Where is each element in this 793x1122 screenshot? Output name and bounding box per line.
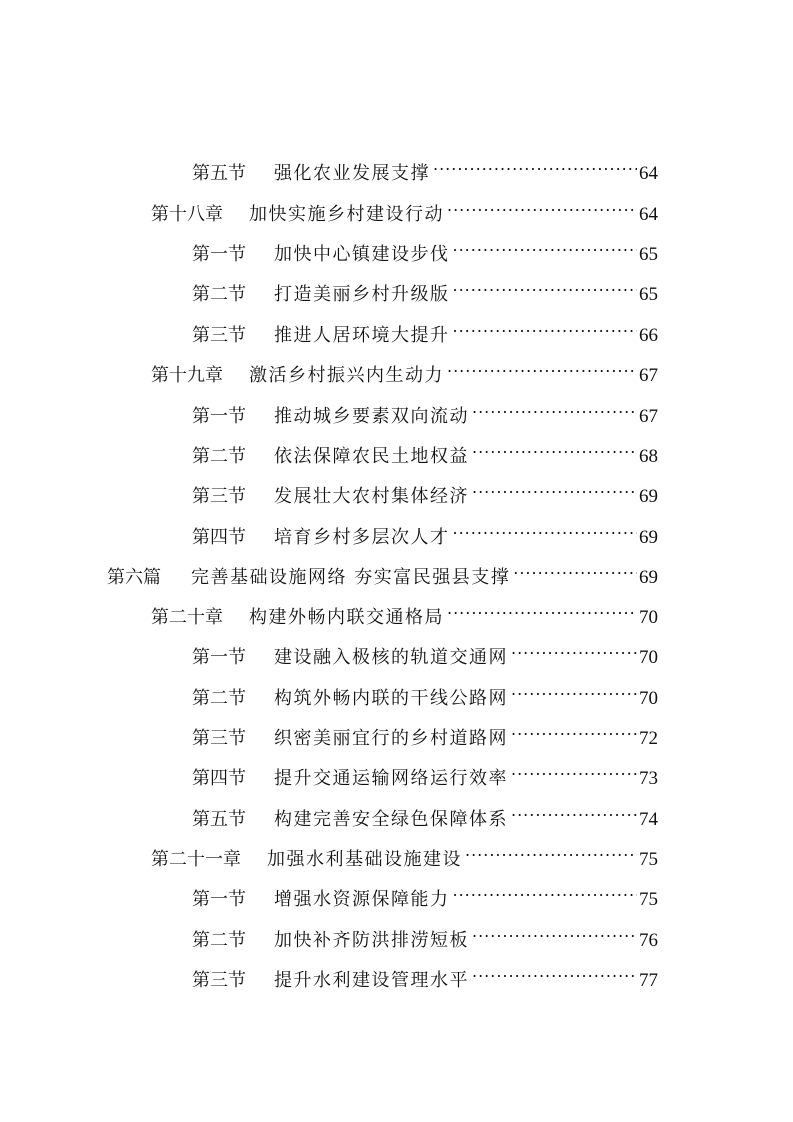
toc-entry-page-number: 65 — [639, 284, 658, 305]
toc-entry-section[interactable] — [192, 513, 658, 548]
toc-entry-page-number: 74 — [639, 809, 658, 830]
toc-entry-section[interactable] — [192, 472, 658, 507]
toc-entry-title: 加快补齐防洪排涝短板 — [274, 930, 469, 951]
toc-entry-page-number: 65 — [639, 244, 658, 265]
dot-leader — [511, 714, 637, 744]
toc-entry-title: 构筑外畅内联的干线公路网 — [274, 688, 508, 709]
dot-leader — [453, 875, 638, 905]
toc-entry-page-number: 69 — [639, 486, 658, 507]
dot-leader — [453, 230, 638, 260]
toc-entry-label: 第二节 — [192, 446, 246, 467]
toc-entry-page-number: 67 — [639, 406, 658, 427]
toc-entry-section[interactable] — [192, 795, 658, 830]
toc-entry-label: 第六篇 — [107, 567, 161, 588]
toc-entry-title: 加快实施乡村建设行动 — [249, 204, 444, 225]
toc-entry-section[interactable] — [192, 754, 658, 789]
toc-entry-page-number: 70 — [639, 607, 658, 628]
toc-entry-label: 第二节 — [192, 688, 246, 709]
dot-leader — [511, 754, 637, 784]
dot-leader — [453, 270, 638, 300]
toc-entry-label: 第一节 — [192, 406, 246, 427]
toc-entry-page-number: 70 — [639, 647, 658, 668]
toc-entry-label: 第四节 — [192, 768, 246, 789]
toc-entry-page-number: 75 — [639, 889, 658, 910]
dot-leader — [472, 472, 637, 502]
toc-entry-title: 完善基础设施网络 夯实富民强县支撑 — [191, 567, 511, 588]
toc-entry-title: 依法保障农民土地权益 — [274, 446, 469, 467]
dot-leader — [447, 190, 637, 220]
toc-entry-page-number: 75 — [639, 849, 658, 870]
toc-entry-title: 加快中心镇建设步伐 — [274, 244, 450, 265]
toc-entry-label: 第二十一章 — [151, 849, 241, 870]
toc-entry-page-number: 64 — [639, 163, 658, 184]
toc-entry-label: 第一节 — [192, 244, 246, 265]
toc-entry-page-number: 64 — [639, 204, 658, 225]
dot-leader — [511, 795, 637, 825]
toc-entry-section[interactable] — [192, 674, 658, 709]
toc-entry-section[interactable] — [192, 633, 658, 668]
toc-entry-page-number: 67 — [639, 365, 658, 386]
dot-leader — [472, 916, 637, 946]
toc-entry-title: 发展壮大农村集体经济 — [274, 486, 469, 507]
toc-entry-title: 推动城乡要素双向流动 — [274, 406, 469, 427]
toc-entry-page-number: 68 — [639, 446, 658, 467]
dot-leader — [472, 392, 637, 422]
toc-entry-section[interactable] — [192, 875, 658, 910]
toc-entry-label: 第一节 — [192, 889, 246, 910]
toc-entry-title: 构建完善安全绿色保障体系 — [274, 809, 508, 830]
toc-entry-section[interactable] — [192, 392, 658, 427]
toc-entry-page-number: 69 — [639, 527, 658, 548]
toc-entry-section[interactable] — [192, 311, 658, 346]
toc-entry-title: 提升水利建设管理水平 — [274, 970, 469, 991]
dot-leader — [513, 553, 637, 583]
toc-entry-section[interactable] — [192, 149, 658, 184]
toc-entry-title: 培育乡村多层次人才 — [274, 527, 450, 548]
toc-entry-page-number: 70 — [639, 688, 658, 709]
toc-entry-title: 推进人居环境大提升 — [274, 325, 450, 346]
toc-entry-label: 第二节 — [192, 284, 246, 305]
dot-leader — [472, 432, 637, 462]
toc-entry-title: 增强水资源保障能力 — [274, 889, 450, 910]
toc-entry-chapter[interactable] — [151, 593, 658, 628]
dot-leader — [511, 674, 637, 704]
toc-entry-title: 建设融入极核的轨道交通网 — [274, 647, 508, 668]
toc-entry-title: 织密美丽宜行的乡村道路网 — [274, 728, 508, 749]
toc-entry-section[interactable] — [192, 432, 658, 467]
toc-entry-page-number: 73 — [639, 768, 658, 789]
toc-entry-label: 第十八章 — [151, 204, 223, 225]
toc-entry-label: 第一节 — [192, 647, 246, 668]
toc-entry-label: 第十九章 — [151, 365, 223, 386]
dot-leader — [472, 956, 637, 986]
toc-entry-label: 第三节 — [192, 486, 246, 507]
toc-entry-title: 激活乡村振兴内生动力 — [249, 365, 444, 386]
dot-leader — [433, 149, 637, 179]
toc-entry-label: 第四节 — [192, 527, 246, 548]
toc-entry-chapter[interactable] — [151, 351, 658, 386]
toc-entry-label: 第三节 — [192, 728, 246, 749]
toc-entry-title: 强化农业发展支撑 — [274, 163, 430, 184]
toc-entry-page-number: 69 — [639, 567, 658, 588]
dot-leader — [447, 351, 637, 381]
toc-entry-section[interactable] — [192, 956, 658, 991]
toc-entry-title: 打造美丽乡村升级版 — [274, 284, 450, 305]
toc-entry-section[interactable] — [192, 270, 658, 305]
toc-entry-label: 第二节 — [192, 930, 246, 951]
toc-entry-part[interactable] — [107, 553, 658, 588]
dot-leader — [447, 593, 637, 623]
toc-entry-section[interactable] — [192, 230, 658, 265]
toc-entry-label: 第二十章 — [151, 607, 223, 628]
toc-entry-page-number: 77 — [639, 970, 658, 991]
dot-leader — [511, 633, 637, 663]
toc-entry-title: 加强水利基础设施建设 — [267, 849, 462, 870]
dot-leader — [453, 311, 638, 341]
toc-entry-chapter[interactable] — [151, 835, 658, 870]
toc-entry-chapter[interactable] — [151, 190, 658, 225]
toc-entry-label: 第三节 — [192, 325, 246, 346]
toc-entry-label: 第三节 — [192, 970, 246, 991]
toc-entry-page-number: 66 — [639, 325, 658, 346]
dot-leader — [453, 513, 638, 543]
dot-leader — [465, 835, 637, 865]
toc-entry-label: 第五节 — [192, 809, 246, 830]
toc-entry-page-number: 72 — [639, 728, 658, 749]
toc-entry-page-number: 76 — [639, 930, 658, 951]
toc-entry-title: 提升交通运输网络运行效率 — [274, 768, 508, 789]
toc-entry-title: 构建外畅内联交通格局 — [249, 607, 444, 628]
toc-entry-label: 第五节 — [192, 163, 246, 184]
toc-entry-section[interactable] — [192, 916, 658, 951]
toc-entry-section[interactable] — [192, 714, 658, 749]
